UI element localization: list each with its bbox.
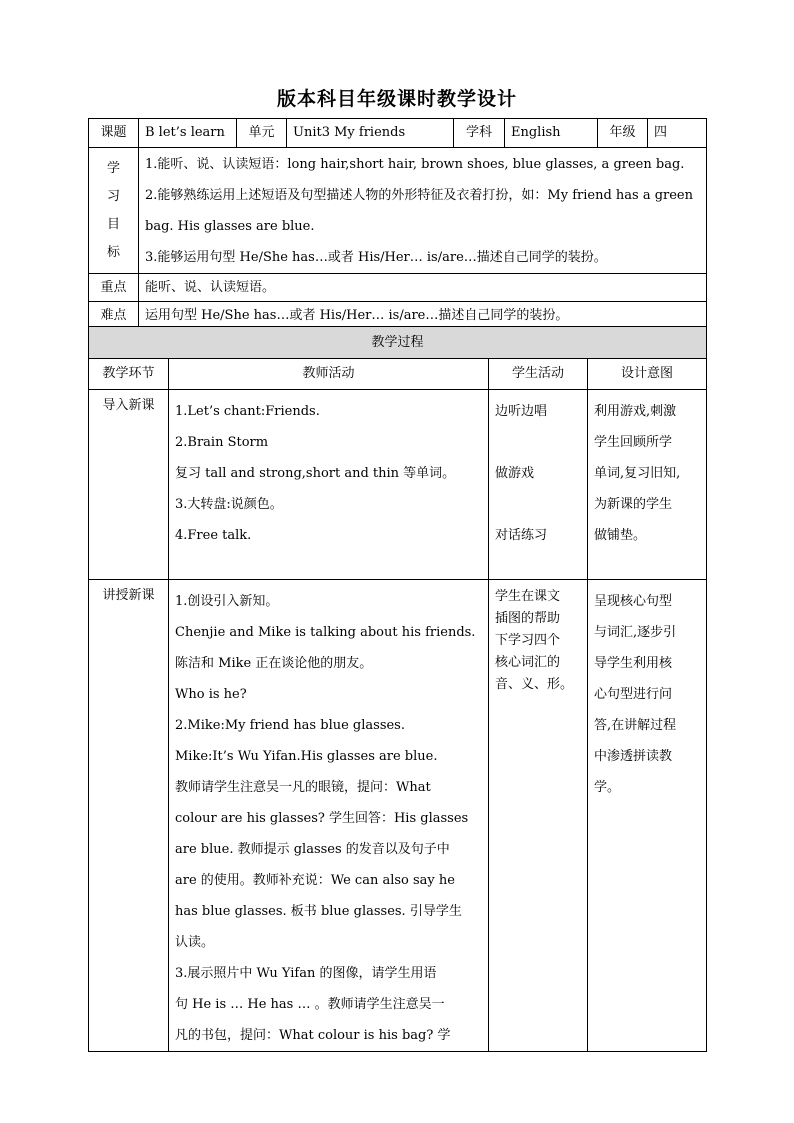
unit-label: 单元 <box>237 119 287 148</box>
teacher-line: has blue glasses. 板书 blue glasses. 引导学生 <box>175 904 462 919</box>
process-table <box>88 326 707 1052</box>
student-activity-cell <box>489 390 588 580</box>
difficulty-value: 运用句型 He/She has…或者 His/Her… is/are…描述自己同学的装扮。 <box>139 302 707 330</box>
column-header-stage: 教学环节 <box>89 359 169 390</box>
intent-line: 导学生利用核 <box>594 656 673 671</box>
teacher-activity-cell <box>169 390 489 580</box>
teacher-line: 凡的书包，提问：What colour is his bag? 学 <box>175 1028 451 1043</box>
student-line: 插图的帮助 <box>495 611 561 626</box>
objectives-cell <box>139 148 707 274</box>
student-line: 音、义、形。 <box>495 677 574 692</box>
student-line: 下学习四个 <box>495 633 561 648</box>
intent-line: 与词汇,逐步引 <box>594 625 677 640</box>
stage-cell: 导入新课 <box>89 390 169 580</box>
subject-value: English <box>505 119 598 148</box>
process-heading: 教学过程 <box>89 327 707 359</box>
intent-line: 利用游戏,刺激 <box>594 404 677 419</box>
teacher-line: 1.Let’s chant:Friends. <box>175 404 320 419</box>
info-table <box>88 118 707 330</box>
intent-line: 答,在讲解过程 <box>594 718 677 733</box>
intent-line: 学。 <box>594 780 621 795</box>
stage-cell: 讲授新课 <box>89 580 169 1052</box>
intent-line: 学生回顾所学 <box>594 435 673 450</box>
student-line: 学生在课文 <box>495 589 561 604</box>
teacher-line: 3.展示照片中 Wu Yifan 的图像，请学生用语 <box>175 966 437 981</box>
intent-line: 呈现核心句型 <box>594 594 673 609</box>
student-line <box>495 427 581 458</box>
key-point-label: 重点 <box>89 274 139 302</box>
teacher-line: colour are his glasses? 学生回答：His glasses <box>175 811 469 826</box>
page-title: 版本科目年级课时教学设计 <box>276 88 517 110</box>
objectives-label: 学习目标 <box>89 148 139 274</box>
grade-label: 年级 <box>598 119 648 148</box>
teacher-line: 句 He is … He has … 。教师请学生注意吴一 <box>175 997 445 1012</box>
teacher-line: 1.创设引入新知。 <box>175 594 279 609</box>
intent-line: 心句型进行问 <box>594 687 673 702</box>
course-value: B let’s learn <box>139 119 237 148</box>
student-line: 核心词汇的 <box>495 655 561 670</box>
teacher-line: 2.Mike:My friend has blue glasses. <box>175 718 405 733</box>
teacher-line: 教师请学生注意吴一凡的眼镜，提问：What <box>175 780 431 795</box>
column-header-intent: 设计意图 <box>588 359 707 390</box>
teacher-line: are 的使用。教师补充说：We can also say he <box>175 873 455 888</box>
teacher-line: 陈洁和 Mike 正在谈论他的朋友。 <box>175 656 373 671</box>
teacher-line: are blue. 教师提示 glasses 的发音以及句子中 <box>175 842 450 857</box>
intent-line: 为新课的学生 <box>594 497 673 512</box>
teacher-line: 3.大转盘:说颜色。 <box>175 497 283 512</box>
teacher-line: 认读。 <box>175 935 215 950</box>
teacher-line: 2.Brain Storm <box>175 435 269 450</box>
student-line <box>495 489 581 520</box>
student-line: 做游戏 <box>495 466 535 481</box>
table-row <box>89 580 707 1052</box>
intent-line: 做铺垫。 <box>594 528 647 543</box>
intent-line: 中渗透拼读教 <box>594 749 673 764</box>
design-intent-cell <box>588 390 707 580</box>
objective-item: 2.能够熟练运用上述短语及句型描述人物的外形特征及衣着打扮，如：My friend has a green bag. His glasses are blue. <box>145 188 693 234</box>
design-intent-cell <box>588 580 707 1052</box>
student-line: 对话练习 <box>495 528 548 543</box>
subject-label: 学科 <box>454 119 505 148</box>
column-header-student: 学生活动 <box>489 359 588 390</box>
objective-item: 1.能听、说、认读短语：long hair,short hair, brown shoes, blue glasses, a green bag. <box>145 157 685 172</box>
objective-item: 3.能够运用句型 He/She has…或者 His/Her… is/are…描述自己同学的装扮。 <box>145 250 607 265</box>
unit-value: Unit3 My friends <box>287 119 454 148</box>
teacher-line: 复习 tall and strong,short and thin 等单词。 <box>175 466 456 481</box>
student-activity-cell <box>489 580 588 1052</box>
teacher-activity-cell <box>169 580 489 1052</box>
student-line: 边听边唱 <box>495 404 548 419</box>
table-row <box>89 390 707 580</box>
teacher-line: 4.Free talk. <box>175 528 252 543</box>
grade-value: 四 <box>648 119 707 148</box>
intent-line: 单词,复习旧知, <box>594 466 681 481</box>
teacher-line: Who is he? <box>175 687 247 702</box>
key-point-value: 能听、说、认读短语。 <box>139 274 707 302</box>
difficulty-label: 难点 <box>89 302 139 330</box>
course-label: 课题 <box>89 119 139 148</box>
column-header-teacher: 教师活动 <box>169 359 489 390</box>
teacher-line: Chenjie and Mike is talking about his friends. <box>175 625 476 640</box>
teacher-line: Mike:It’s Wu Yifan.His glasses are blue. <box>175 749 438 764</box>
